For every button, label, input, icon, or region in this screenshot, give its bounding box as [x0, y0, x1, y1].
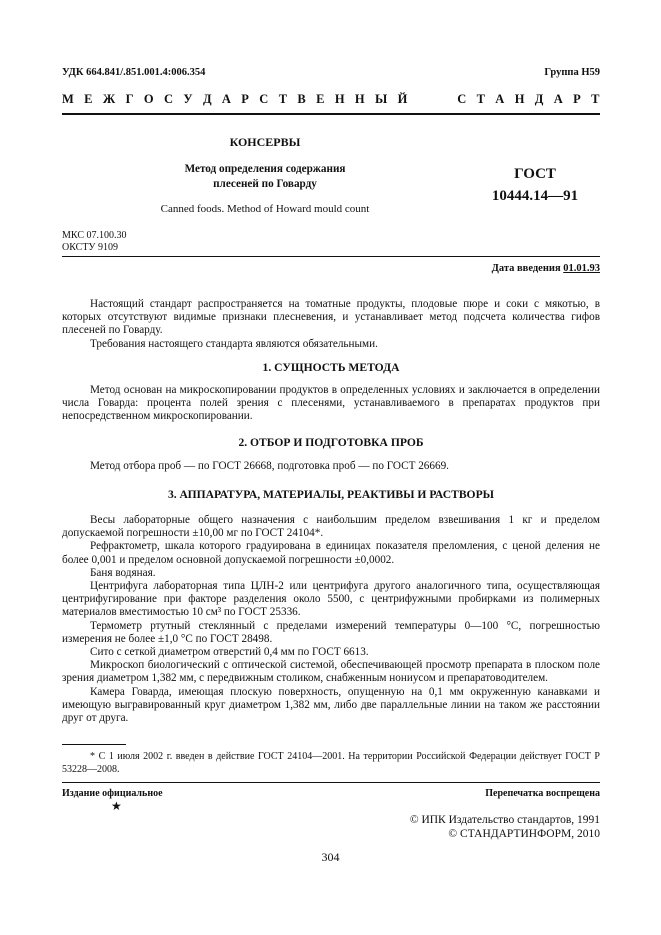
doc-subtitle: [130, 162, 400, 192]
paragraph: Термометр ртутный стеклянный с пределами измерений температуры 0—100 °С, погрешностью измерения не более ±1,0 °С по ГОСТ 28498.: [62, 619, 600, 645]
paragraph: Метод основан на микроскопировании продуктов в определенных условиях и заключается в определении числа Говарда: процента полей зрения с плесенями, устанавливаемого в препаратах продуктов при непосредственном микроскопировании.: [62, 384, 600, 423]
gost-number: 10444.14—91: [491, 188, 579, 204]
okstu-code: ОКСТУ 9109: [62, 242, 119, 253]
english-title: Canned foods. Method of Howard mould count: [160, 203, 370, 215]
page-number: 304: [321, 850, 340, 864]
paragraph: Камера Говарда, имеющая плоскую поверхность, опущенную на 0,1 мм окруженную канавками и имеющую выгравированный круг диаметром 1,382 мм, либо две параллельные линии на таком же расстоянии друг от друга.: [62, 685, 600, 725]
reprint-notice: Перепечатка воспрещена: [485, 788, 600, 799]
intro-date-label: Дата введения: [491, 263, 561, 274]
paragraph: Рефрактометр, шкала которого градуирована в единицах показателя преломления, с ценой деления не более 0,001 и пределом основной допускаемой погрешности ±0,0002.: [62, 540, 600, 566]
footnote-rule: [62, 744, 126, 745]
intro-paragraph: Требования настоящего стандарта являются обязательными.: [90, 337, 378, 350]
header-rule: [62, 113, 600, 115]
copyright-block: [410, 813, 600, 841]
copyright-line: © ИПК Издательство стандартов, 1991: [409, 814, 600, 826]
paragraph: Баня водяная.: [90, 566, 156, 579]
intro-section: [62, 298, 600, 351]
classification: [62, 230, 126, 254]
section-1-body: [62, 384, 600, 424]
doc-subtitle-line1: Метод определения содержания: [184, 163, 346, 175]
section-2-body: [62, 460, 600, 473]
footnote: [62, 751, 600, 776]
copyright-line: © СТАНДАРТИНФОРМ, 2010: [448, 828, 600, 840]
classification-rule: [62, 256, 600, 257]
paragraph: Центрифуга лабораторная типа ЦЛН-2 или центрифуга другого аналогичного типа, осуществляющая центрифугирование при факторе разделения около 5500, с центрифужными пробирками из полимерных материалов вместимостью 10 см³ по ГОСТ 25336.: [62, 580, 600, 619]
section-2-title: 2. ОТБОР И ПОДГОТОВКА ПРОБ: [238, 436, 424, 449]
section-1-title: 1. СУЩНОСТЬ МЕТОДА: [262, 361, 400, 374]
udk-code: УДК 664.841/.851.001.4:006.354: [62, 67, 206, 78]
star-icon: ★: [111, 799, 122, 813]
paragraph: Метод отбора проб — по ГОСТ 26668, подготовка проб — по ГОСТ 26669.: [90, 460, 449, 472]
paragraph: Микроскоп биологический с оптической системой, обеспечивающей просмотр препарата в плоском поле зрения диаметром 1,382 мм, с передвижным столиком, снабженным нониусом и препаратоводителем.: [62, 659, 600, 685]
intro-date: [492, 263, 600, 274]
standard-banner: М Е Ж Г О С У Д А Р С Т В Е Н Н Ы Й С Т А Н Д А Р Т: [62, 92, 600, 106]
paragraph: Весы лабораторные общего назначения с наибольшим пределом взвешивания 1 кг и пределом допускаемой погрешности ±10,00 мг по ГОСТ 24104*.: [62, 514, 600, 540]
intro-date-value: 01.01.93: [563, 263, 600, 274]
intro-paragraph: Настоящий стандарт распространяется на томатные продукты, плодовые пюре и соки с мякотью, в которых отсутствуют видимые признаки плесневения, и устанавливает метод подсчета количества гифов плесеней по Говарду.: [62, 298, 600, 337]
doc-title: КОНСЕРВЫ: [229, 135, 301, 149]
section-3-body: [62, 514, 600, 725]
gost-label: ГОСТ: [514, 166, 556, 182]
doc-subtitle-line2: плесеней по Говарду: [213, 178, 317, 190]
official-edition: Издание официальное: [62, 788, 163, 799]
footer-rule: [62, 782, 600, 783]
footnote-text: * С 1 июля 2002 г. введен в действие ГОСТ 24104—2001. На территории Российской Федерации действует ГОСТ Р 53228—2008.: [62, 751, 600, 775]
mks-code: МКС 07.100.30: [62, 230, 127, 241]
group-code: Группа Н59: [544, 67, 600, 78]
section-3-title: 3. АППАРАТУРА, МАТЕРИАЛЫ, РЕАКТИВЫ И РАСТВОРЫ: [167, 488, 495, 501]
paragraph: Сито с сеткой диаметром отверстий 0,4 мм по ГОСТ 6613.: [90, 646, 369, 659]
